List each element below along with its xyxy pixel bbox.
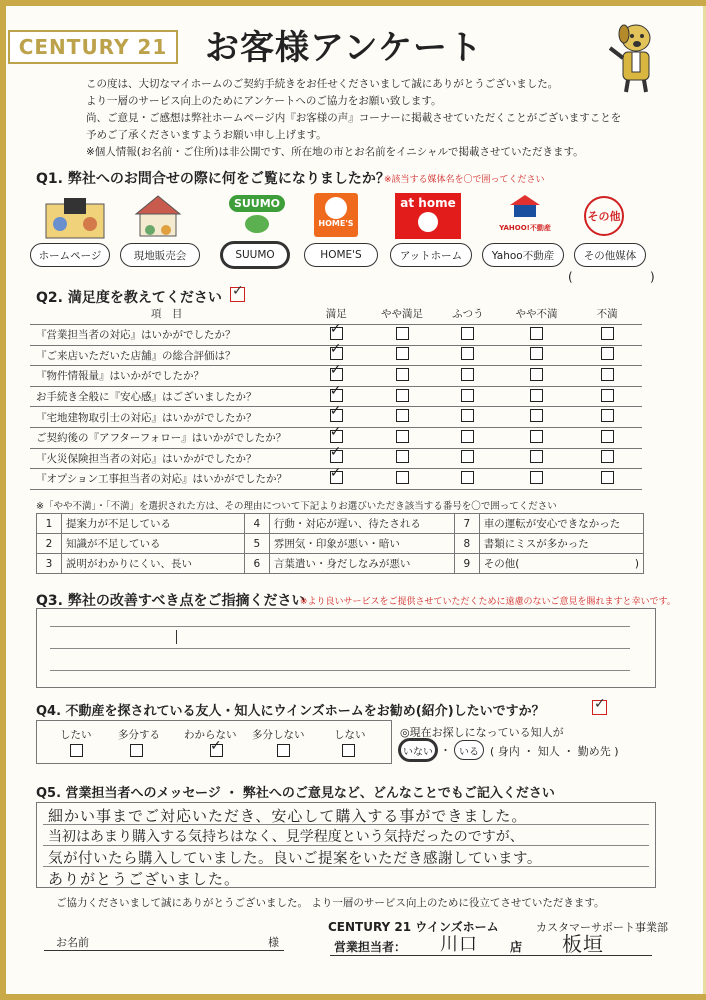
q5-handwritten-line: 気が付いたら購入していました。良いご提案をいただき感謝しています。 bbox=[48, 851, 542, 867]
satisfaction-cell bbox=[572, 386, 642, 407]
intro-line: この度は、大切なマイホームのご契約手続きをお任せくださいまして誠にありがとうございました。 bbox=[86, 78, 559, 90]
footer-thanks: ご協力くださいまして誠にありがとうございました。 より一層のサービス向上のために役立てさせていただきます。 bbox=[56, 897, 605, 909]
name-suffix: 様 bbox=[268, 936, 279, 949]
store-name: 板垣 bbox=[562, 932, 604, 956]
check-mark-icon: ✓ bbox=[329, 320, 342, 337]
page-title: お客様アンケート bbox=[205, 28, 483, 68]
q4-checkbox[interactable] bbox=[210, 738, 223, 757]
satisfaction-checkbox[interactable] bbox=[530, 327, 543, 340]
satisfaction-checkbox[interactable] bbox=[329, 320, 343, 340]
homes-logo-text: HOME'S bbox=[318, 219, 354, 228]
satisfaction-item-label: ご契約後の『アフターフォロー』はいかがでしたか？ bbox=[30, 427, 303, 448]
q5-handwritten-line: ありがとうございました。 bbox=[48, 870, 241, 888]
satisfaction-cell bbox=[501, 325, 573, 346]
q3-line bbox=[50, 670, 630, 671]
intro-line: ※個人情報(お名前・ご住所)は非公開です、所在地の市とお名前をイニシャルで掲載させていただきます。 bbox=[86, 146, 584, 158]
top-frame bbox=[0, 0, 706, 6]
satisfaction-checkbox[interactable] bbox=[461, 389, 474, 402]
q4-option-label: したい bbox=[60, 729, 92, 741]
staff-label: 営業担当者： bbox=[334, 940, 407, 954]
satisfaction-checkbox[interactable] bbox=[396, 430, 409, 443]
footer-department: カスタマーサポート事業部 bbox=[536, 921, 668, 934]
intro-line: 予めご了承くださいますようお願い申し上げます。 bbox=[86, 129, 327, 141]
check-mark-icon: ✓ bbox=[232, 283, 244, 299]
satisfaction-checkbox[interactable] bbox=[530, 368, 543, 381]
satisfaction-checkbox[interactable] bbox=[601, 368, 614, 381]
reason-text: 書類にミスが多かった bbox=[479, 534, 643, 554]
satisfaction-cell bbox=[435, 407, 501, 428]
intro-text bbox=[86, 76, 626, 161]
reason-text: 説明がわかりにくい、長い bbox=[61, 554, 244, 574]
homepage-illustration-icon bbox=[44, 196, 106, 240]
satisfaction-cell bbox=[572, 407, 642, 428]
satisfaction-checkbox[interactable] bbox=[461, 450, 474, 463]
check-mark-icon: ✓ bbox=[329, 382, 342, 399]
satisfaction-cell bbox=[369, 469, 435, 490]
q5-handwritten-line: 細かい事までご対応いただき、安心して購入する事ができました。 bbox=[48, 807, 528, 825]
q4-option-label: 多分する bbox=[118, 729, 160, 741]
satisfaction-cell bbox=[369, 407, 435, 428]
other-stamp-text: その他 bbox=[587, 210, 621, 223]
satisfaction-cell bbox=[435, 345, 501, 366]
left-frame bbox=[0, 0, 6, 1000]
satisfaction-checkbox[interactable] bbox=[329, 361, 343, 381]
satisfaction-cell bbox=[435, 366, 501, 387]
satisfaction-cell bbox=[369, 448, 435, 469]
satisfaction-checkbox[interactable] bbox=[530, 430, 543, 443]
col-header: 満足 bbox=[303, 303, 369, 325]
satisfaction-checkbox[interactable] bbox=[329, 423, 343, 443]
reason-table bbox=[36, 513, 644, 574]
satisfaction-cell bbox=[572, 366, 642, 387]
q1-option-open-house[interactable]: 現地販売会 bbox=[120, 243, 200, 267]
col-header: 不満 bbox=[572, 303, 642, 325]
satisfaction-checkbox[interactable] bbox=[396, 389, 409, 402]
satisfaction-cell bbox=[369, 345, 435, 366]
reason-text: 言葉遣い・身だしなみが悪い bbox=[269, 554, 454, 574]
footer-company: CENTURY 21 ウインズホーム bbox=[328, 920, 499, 934]
athome-logo-text: at home bbox=[400, 196, 456, 210]
satisfaction-checkbox[interactable] bbox=[601, 450, 614, 463]
satisfaction-checkbox[interactable] bbox=[601, 389, 614, 402]
intro-line: より一層のサービス向上のためにアンケートへのご協力をお願い致します。 bbox=[86, 95, 442, 107]
q2-answered-mark bbox=[230, 283, 245, 302]
satisfaction-cell bbox=[369, 366, 435, 387]
reason-number[interactable]: 9 bbox=[454, 554, 479, 574]
store-label: 店 bbox=[510, 940, 523, 954]
homes-logo bbox=[314, 193, 358, 237]
satisfaction-checkbox[interactable] bbox=[396, 409, 409, 422]
q3-line bbox=[50, 648, 630, 649]
q4-checkbox[interactable] bbox=[277, 744, 290, 757]
satisfaction-checkbox[interactable] bbox=[396, 368, 409, 381]
satisfaction-cell bbox=[572, 345, 642, 366]
satisfaction-cell bbox=[572, 427, 642, 448]
col-header: ふつう bbox=[435, 303, 501, 325]
satisfaction-item-label: 『営業担当者の対応』はいかがでしたか？ bbox=[30, 325, 303, 346]
satisfaction-checkbox[interactable] bbox=[396, 450, 409, 463]
col-header: やや不満 bbox=[501, 303, 573, 325]
satisfaction-item-label: 『火災保険担当者の対応』はいかがでしたか？ bbox=[30, 448, 303, 469]
reason-text: 知識が不足している bbox=[61, 534, 244, 554]
q1-note: ※該当する媒体名を〇で囲ってください bbox=[384, 175, 545, 185]
satisfaction-checkbox[interactable] bbox=[530, 409, 543, 422]
check-mark-icon: ✓ bbox=[329, 423, 342, 440]
reason-text: 車の運転が安心できなかった bbox=[479, 514, 643, 534]
q1-option-homepage[interactable]: ホームページ bbox=[30, 243, 110, 267]
athome-logo bbox=[395, 193, 461, 239]
q1-heading: Q1. 弊社へのお問合せの際に何をご覧になりましたか？ bbox=[36, 171, 390, 187]
satisfaction-checkbox[interactable] bbox=[461, 347, 474, 360]
q4-checkbox[interactable] bbox=[70, 744, 83, 757]
name-label: お名前 bbox=[56, 936, 89, 949]
q3-heading: Q3. 弊社の改善すべき点をご指摘ください bbox=[36, 593, 306, 609]
q4-sub-option-none[interactable]: いない bbox=[400, 740, 436, 760]
reason-note: ※「やや不満」・「不満」を選択された方は、その理由について下記よりお選びいただき該当する番号を〇で囲ってください bbox=[36, 501, 557, 512]
reason-number[interactable]: 5 bbox=[244, 534, 269, 554]
suumo-logo bbox=[222, 195, 292, 235]
satisfaction-item-label: 『宅地建物取引士の対応』はいかがでしたか？ bbox=[30, 407, 303, 428]
satisfaction-checkbox[interactable] bbox=[396, 347, 409, 360]
satisfaction-cell bbox=[435, 386, 501, 407]
reason-text: 行動・対応が遅い、待たされる bbox=[269, 514, 454, 534]
satisfaction-checkbox[interactable] bbox=[461, 368, 474, 381]
satisfaction-checkbox[interactable] bbox=[396, 471, 409, 484]
reason-number[interactable]: 6 bbox=[244, 554, 269, 574]
check-mark-icon: ✓ bbox=[210, 738, 222, 754]
q2-heading: Q2. 満足度を教えてください bbox=[36, 290, 222, 306]
satisfaction-checkbox[interactable] bbox=[461, 409, 474, 422]
satisfaction-cell bbox=[501, 427, 573, 448]
satisfaction-item-label: 『物件情報量』はいかがでしたか？ bbox=[30, 366, 303, 387]
satisfaction-table bbox=[30, 303, 642, 490]
reason-text: 雰囲気・印象が悪い・暗い bbox=[269, 534, 454, 554]
satisfaction-cell bbox=[572, 448, 642, 469]
century21-logo: CENTURY 21 bbox=[8, 30, 178, 64]
satisfaction-checkbox[interactable] bbox=[601, 471, 614, 484]
satisfaction-checkbox[interactable] bbox=[530, 347, 543, 360]
q4-option-label: わからない bbox=[184, 729, 237, 741]
q1-option-homes[interactable]: HOME'S bbox=[304, 243, 378, 267]
reason-text: 提案力が不足している bbox=[61, 514, 244, 534]
house-icon bbox=[498, 193, 552, 219]
col-item-header: 項 目 bbox=[30, 303, 303, 325]
q4-option-label: 多分しない bbox=[252, 729, 305, 741]
satisfaction-cell bbox=[369, 325, 435, 346]
reason-number[interactable]: 4 bbox=[244, 514, 269, 534]
check-mark-icon: ✓ bbox=[329, 464, 342, 481]
reason-number[interactable]: 7 bbox=[454, 514, 479, 534]
reason-number[interactable]: 3 bbox=[37, 554, 62, 574]
q3-line bbox=[50, 626, 630, 627]
satisfaction-cell bbox=[501, 345, 573, 366]
satisfaction-cell bbox=[435, 427, 501, 448]
yahoo-realestate-logo bbox=[498, 193, 552, 233]
q4-checkbox[interactable] bbox=[342, 744, 355, 757]
satisfaction-checkbox[interactable] bbox=[530, 471, 543, 484]
q4-option-label: しない bbox=[334, 729, 366, 741]
q4-sub-detail: ( 身内 ・ 知人 ・ 勤め先 ) bbox=[490, 745, 619, 758]
satisfaction-checkbox[interactable] bbox=[530, 450, 543, 463]
athome-character-icon bbox=[418, 212, 438, 232]
q1-option-other[interactable]: その他媒体 bbox=[574, 243, 646, 267]
q3-note: ※より良いサービスをご提供させていただくために遠慮のないご意見を賜れますと幸いです。 bbox=[300, 597, 676, 607]
satisfaction-checkbox[interactable] bbox=[329, 464, 343, 484]
satisfaction-cell bbox=[501, 469, 573, 490]
satisfaction-cell bbox=[501, 448, 573, 469]
q4-heading: Q4. 不動産を探されている友人・知人にウインズホームをお勧め(紹介)したいですか？ bbox=[36, 704, 545, 719]
satisfaction-checkbox[interactable] bbox=[461, 471, 474, 484]
staff-underline bbox=[330, 955, 652, 956]
satisfaction-cell bbox=[435, 469, 501, 490]
satisfaction-checkbox[interactable] bbox=[396, 327, 409, 340]
reason-text: その他( ) bbox=[479, 554, 643, 574]
q4-sub-option-yes[interactable]: いる bbox=[454, 740, 484, 760]
q4-checkbox[interactable] bbox=[130, 744, 143, 757]
separator: ・ bbox=[440, 744, 451, 757]
name-field[interactable] bbox=[44, 950, 284, 951]
satisfaction-cell bbox=[501, 407, 573, 428]
satisfaction-cell bbox=[369, 386, 435, 407]
bottom-frame bbox=[0, 994, 706, 1000]
satisfaction-cell bbox=[501, 386, 573, 407]
reason-number[interactable]: 8 bbox=[454, 534, 479, 554]
col-header: やや満足 bbox=[369, 303, 435, 325]
q1-option-athome[interactable]: アットホーム bbox=[390, 243, 472, 267]
satisfaction-checkbox[interactable] bbox=[329, 444, 343, 463]
other-media-stamp bbox=[584, 196, 624, 236]
satisfaction-checkbox[interactable] bbox=[601, 347, 614, 360]
satisfaction-checkbox[interactable] bbox=[461, 327, 474, 340]
q5-handwritten-line: 当初はあまり購入する気持ちはなく、見学程度という気持だったのですが、 bbox=[48, 829, 524, 845]
satisfaction-cell bbox=[572, 325, 642, 346]
satisfaction-cell bbox=[501, 366, 573, 387]
intro-line: 尚、ご意見・ご感想は弊社ホームページ内『お客様の声』コーナーに掲載させていただくことがございますことを bbox=[86, 112, 622, 124]
other-paren-close: ) bbox=[650, 270, 655, 284]
satisfaction-checkbox[interactable] bbox=[329, 403, 343, 422]
reason-number[interactable]: 2 bbox=[37, 534, 62, 554]
satisfaction-cell bbox=[435, 448, 501, 469]
satisfaction-checkbox[interactable] bbox=[530, 389, 543, 402]
check-mark-icon: ✓ bbox=[329, 444, 342, 461]
satisfaction-row bbox=[30, 469, 642, 490]
satisfaction-checkbox[interactable] bbox=[601, 409, 614, 422]
satisfaction-item-label: お手続き全般に『安心感』はございましたか？ bbox=[30, 386, 303, 407]
yahoo-logo-text: YAHOO!不動産 bbox=[499, 224, 551, 232]
satisfaction-cell bbox=[435, 325, 501, 346]
q4-sub-heading: ◎現在お探しになっている知人が bbox=[400, 726, 564, 739]
q1-option-yahoo[interactable]: Yahoo不動産 bbox=[482, 243, 564, 267]
reason-number[interactable]: 1 bbox=[37, 514, 62, 534]
staff-name: 川口 bbox=[440, 934, 478, 955]
satisfaction-checkbox[interactable] bbox=[329, 382, 343, 402]
satisfaction-item-label: 『オプション工事担当者の対応』はいかがでしたか？ bbox=[30, 469, 303, 490]
suumo-logo-text: SUUMO bbox=[229, 195, 285, 212]
satisfaction-cell bbox=[369, 427, 435, 448]
check-mark-icon: ✓ bbox=[329, 403, 342, 420]
suumo-character-icon bbox=[222, 212, 292, 234]
satisfaction-item-label: 『ご来店いただいた店舗』の総合評価は？ bbox=[30, 345, 303, 366]
q4-answered-mark bbox=[592, 696, 607, 715]
satisfaction-checkbox[interactable] bbox=[329, 341, 343, 360]
homes-character-icon bbox=[325, 197, 347, 219]
check-mark-icon: ✓ bbox=[329, 341, 342, 358]
satisfaction-cell bbox=[303, 464, 369, 490]
satisfaction-checkbox[interactable] bbox=[601, 327, 614, 340]
open-house-illustration-icon bbox=[128, 192, 188, 240]
satisfaction-cell bbox=[572, 469, 642, 490]
check-mark-icon: ✓ bbox=[594, 696, 606, 712]
q5-heading: Q5. 営業担当者へのメッセージ ・ 弊社へのご意見など、どんなことでもご記入ください bbox=[36, 786, 555, 801]
pen-stroke bbox=[176, 630, 177, 644]
satisfaction-checkbox[interactable] bbox=[461, 430, 474, 443]
other-paren-open: ( bbox=[568, 270, 573, 284]
q1-option-suumo[interactable]: SUUMO bbox=[222, 243, 288, 267]
satisfaction-checkbox[interactable] bbox=[601, 430, 614, 443]
check-mark-icon: ✓ bbox=[329, 361, 342, 378]
